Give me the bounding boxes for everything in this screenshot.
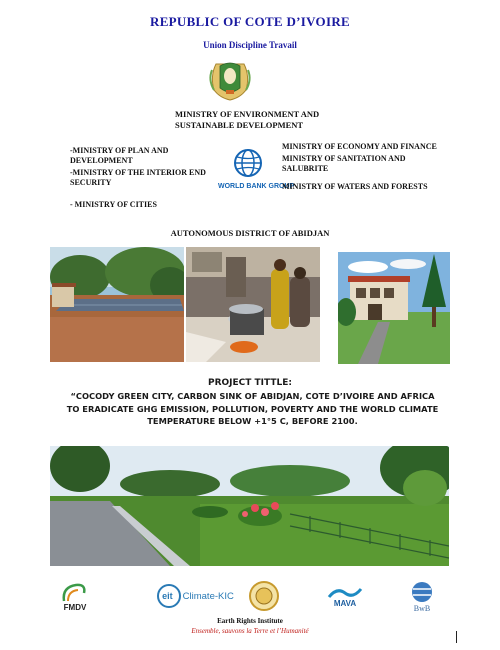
mava-logo	[320, 576, 370, 616]
solar-panels-photo	[50, 247, 184, 362]
globe-icon	[233, 148, 263, 178]
bwb-logo	[402, 576, 442, 616]
text-cursor	[456, 631, 457, 643]
ministries-right	[282, 142, 452, 194]
ministries-left	[70, 146, 220, 212]
district-title: AUTONOMOUS DISTRICT OF ABIDJAN	[170, 228, 330, 238]
project-title	[55, 390, 450, 428]
eit-label: eit	[162, 591, 173, 601]
ministry-left-2: -MINISTRY OF THE INTERIOR END SECURITY	[70, 168, 206, 187]
seal-logo	[244, 576, 284, 616]
bwb-label: BwB	[413, 603, 431, 613]
coat-of-arms-icon	[206, 56, 254, 102]
project-line-3: TEMPERATURE BELOW +1°5 C, BEFORE 2100.	[147, 416, 358, 426]
ministry-left-1: -MINISTRY OF PLAN AND DEVELOPMENT	[70, 146, 169, 165]
seal-icon	[248, 580, 280, 612]
ministry-right-1: MINISTRY OF ECONOMY AND FINANCE	[282, 142, 437, 151]
project-line-2: TO ERADICATE GHG EMISSION, POLLUTION, POVERTY AND THE WORLD CLIMATE	[66, 403, 439, 414]
building-photo	[338, 252, 450, 364]
ministry-environment: MINISTRY OF ENVIRONMENT AND SUSTAINABLE DEVELOPMENT	[175, 109, 320, 130]
eit-climate-kic-logo	[140, 576, 250, 616]
republic-title: REPUBLIC OF COTE D’IVOIRE	[150, 14, 350, 29]
earth-rights-institute: Earth Rights Institute	[217, 617, 283, 625]
world-bank-label: WORLD BANK GROUP	[218, 183, 295, 190]
ministry-right-3: MINISTRY OF WATERS AND FORESTS	[282, 182, 428, 191]
mava-wave-icon	[327, 585, 363, 599]
climate-kic-label: Climate-KIC	[182, 590, 234, 602]
project-line-1: “COCODY GREEN CITY, CARBON SINK OF ABIDJAN, COTE D’IVOIRE AND AFRICA	[70, 391, 435, 401]
fmdv-logo	[50, 576, 100, 616]
cookstove-photo	[186, 247, 320, 362]
project-heading: PROJECT TITTLE:	[207, 378, 292, 388]
ministry-right-2: MINISTRY OF SANITATION AND SALUBRITE	[282, 154, 406, 173]
fmdv-swirl-icon	[60, 581, 90, 603]
world-bank-logo	[218, 148, 295, 194]
partner-logos	[40, 576, 460, 616]
green-park-photo	[50, 446, 449, 566]
national-motto: Union Discipline Travail	[203, 40, 297, 50]
bwb-globe-icon	[410, 580, 434, 604]
earth-rights-tagline: Ensemble, sauvons la Terre et l’Humanité	[191, 627, 309, 635]
fmdv-label: FMDV	[63, 602, 87, 612]
ministry-left-3: - MINISTRY OF CITIES	[70, 200, 157, 209]
mava-label: MAVA	[333, 598, 357, 608]
